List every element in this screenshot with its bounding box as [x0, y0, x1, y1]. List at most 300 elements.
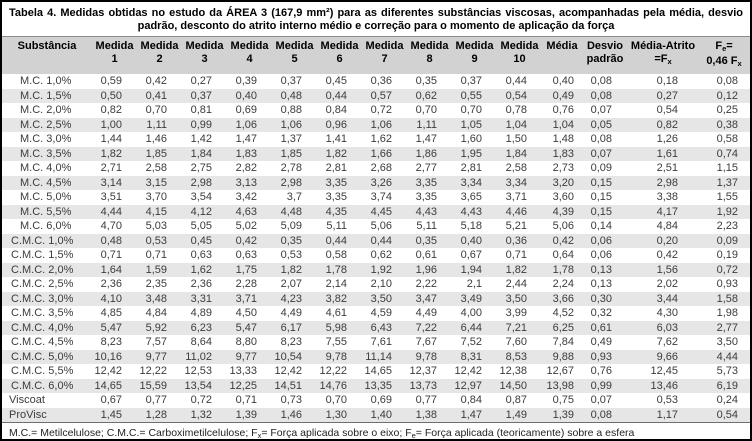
value-cell: 0,71 [100, 249, 122, 261]
value-cell: 7,61 [370, 336, 392, 348]
table-row [2, 277, 750, 292]
value-cell: 1,40 [370, 408, 392, 421]
value-cell: 0,72 [190, 394, 212, 406]
value-cell: 3,42 [235, 191, 257, 203]
value-cell: 0,70 [460, 104, 482, 116]
value-cell: 4,10 [100, 292, 122, 305]
value-cell: 2,75 [190, 162, 212, 174]
value-cell: 0,20 [656, 234, 678, 247]
value-cell: 0,37 [190, 89, 212, 102]
header-cell-medida-9: Medida 9 [452, 37, 497, 75]
value-cell: 12,97 [454, 379, 482, 392]
value-cell: 12,42 [454, 365, 482, 377]
header-cell-desvio-padrao: Desvio padrão [582, 37, 628, 75]
value-cell: 0,93 [716, 278, 738, 290]
value-cell: 3,35 [415, 176, 437, 189]
value-cell: 1,00 [100, 118, 122, 131]
value-cell: 0,35 [415, 75, 437, 87]
value-cell: 5,73 [716, 365, 738, 377]
value-cell: 3,26 [370, 176, 392, 189]
value-cell: 0,48 [100, 234, 122, 247]
value-cell: 0,87 [505, 394, 527, 406]
value-cell: 0,07 [590, 104, 612, 116]
value-cell: 4,61 [325, 307, 347, 319]
value-cell: 4,70 [100, 220, 122, 232]
table-row [2, 190, 750, 205]
value-cell: 0,15 [590, 191, 612, 203]
value-cell: 5,03 [145, 220, 167, 232]
value-cell: 0,44 [325, 89, 347, 102]
value-cell: 11,14 [365, 350, 392, 363]
header-cell-medida-6: Medida 6 [317, 37, 362, 75]
value-cell: 1,38 [415, 408, 437, 421]
value-cell: 0,53 [656, 394, 678, 406]
value-cell: 0,15 [590, 205, 612, 218]
value-cell: 0,96 [325, 118, 347, 131]
value-cell: 3,31 [190, 292, 212, 305]
data-table [2, 36, 750, 422]
value-cell: 3,65 [460, 191, 482, 203]
header-cell-medida-2: Medida 2 [137, 37, 182, 75]
value-cell: 1,58 [716, 292, 738, 305]
value-cell: 0,39 [235, 75, 257, 87]
value-cell: 1,04 [552, 118, 574, 131]
table-body [2, 74, 750, 422]
value-cell: 1,48 [552, 133, 574, 145]
value-cell: 7,52 [460, 336, 482, 348]
table-row [2, 219, 750, 234]
substance-cell: M.C. 6,0% [20, 220, 72, 232]
substance-cell: C.M.C. 3,0% [11, 292, 74, 305]
value-cell: 0,19 [716, 249, 738, 261]
caption-line-2: padrão, desconto do atrito interno médio e correção para o momento de aplicação da força [137, 20, 615, 32]
value-cell: 0,08 [590, 89, 612, 102]
value-cell: 4,39 [552, 205, 574, 218]
value-cell: 0,14 [590, 220, 612, 232]
value-cell: 3,51 [100, 191, 122, 203]
value-cell: 2,68 [370, 162, 392, 174]
header-row [2, 37, 750, 75]
value-cell: 0,69 [370, 394, 392, 406]
value-cell: 5,92 [145, 321, 167, 334]
value-cell: 1,39 [235, 408, 257, 421]
value-cell: 4,15 [145, 205, 167, 218]
table-caption [2, 2, 750, 36]
value-cell: 12,42 [94, 365, 122, 377]
value-cell: 3,7 [286, 191, 302, 203]
value-cell: 7,55 [325, 336, 347, 348]
value-cell: 2,23 [716, 220, 738, 232]
value-cell: 0,93 [590, 350, 612, 363]
header-cell-substancia: Substância [2, 37, 92, 75]
value-cell: 8,23 [100, 336, 122, 348]
value-cell: 14,51 [274, 379, 302, 392]
value-cell: 1,56 [656, 263, 678, 276]
header-cell-medida-4: Medida 4 [227, 37, 272, 75]
value-cell: 0,82 [656, 118, 678, 131]
header-cell-fe: Fe= 0,46 Fx [698, 37, 750, 75]
value-cell: 0,42 [235, 234, 257, 247]
value-cell: 0,06 [590, 234, 612, 247]
substance-cell: M.C. 4,0% [20, 162, 72, 174]
value-cell: 0,70 [325, 394, 347, 406]
value-cell: 15,59 [139, 379, 167, 392]
value-cell: 6,03 [656, 321, 678, 334]
value-cell: 0,59 [100, 75, 122, 87]
value-cell: 0,13 [590, 278, 612, 290]
value-cell: 12,37 [409, 365, 437, 377]
table-row [2, 103, 750, 118]
table-row [2, 292, 750, 307]
value-cell: 2,1 [466, 278, 482, 290]
header-cell-medida-3: Medida 3 [182, 37, 227, 75]
value-cell: 0,45 [190, 234, 212, 247]
value-cell: 0,40 [460, 234, 482, 247]
value-cell: 2,58 [505, 162, 527, 174]
value-cell: 1,42 [190, 133, 212, 145]
value-cell: 1,83 [235, 147, 257, 160]
value-cell: 0,81 [190, 104, 212, 116]
value-cell: 0,71 [505, 249, 527, 261]
footnote: M.C.= Metilcelulose; C.M.C.= Carboximetilcelulose; Fx= Força aplicada sobre o eixo; Fe= Força aplicada (teoricamente) sobre a esfera [2, 422, 750, 441]
value-cell: 9,66 [656, 350, 678, 363]
value-cell: 3,74 [370, 191, 392, 203]
value-cell: 1,06 [235, 118, 257, 131]
substance-cell: M.C. 4,5% [20, 176, 72, 189]
value-cell: 1,62 [370, 133, 392, 145]
value-cell: 0,67 [460, 249, 482, 261]
table-row [2, 321, 750, 336]
substance-cell: C.M.C. 6,0% [11, 379, 74, 392]
value-cell: 13,54 [184, 379, 212, 392]
value-cell: 9,88 [552, 350, 574, 363]
value-cell: 7,67 [415, 336, 437, 348]
value-cell: 10,16 [94, 350, 122, 363]
value-cell: 1,85 [280, 147, 302, 160]
value-cell: 8,53 [505, 350, 527, 363]
value-cell: 1,05 [460, 118, 482, 131]
value-cell: 0,09 [590, 162, 612, 174]
value-cell: 11,02 [185, 350, 212, 363]
value-cell: 0,05 [590, 118, 612, 131]
value-cell: 0,64 [552, 249, 574, 261]
value-cell: 0,42 [145, 75, 167, 87]
value-cell: 0,54 [505, 89, 527, 102]
value-cell: 9,77 [145, 350, 167, 363]
value-cell: 6,25 [552, 321, 574, 334]
value-cell: 4,89 [190, 307, 212, 319]
value-cell: 3,47 [415, 292, 437, 305]
value-cell: 0,41 [145, 89, 167, 102]
value-cell: 3,70 [145, 191, 167, 203]
value-cell: 5,18 [460, 220, 482, 232]
value-cell: 1,47 [235, 133, 257, 145]
value-cell: 0,88 [280, 104, 302, 116]
value-cell: 1,82 [100, 147, 122, 160]
table-row [2, 147, 750, 162]
table-row [2, 350, 750, 365]
value-cell: 0,15 [590, 176, 612, 189]
value-cell: 1,32 [190, 408, 212, 421]
value-cell: 3,71 [505, 191, 527, 203]
value-cell: 5,05 [190, 220, 212, 232]
header-cell-medida-7: Medida 7 [362, 37, 407, 75]
value-cell: 1,86 [415, 147, 437, 160]
value-cell: 0,08 [716, 75, 738, 87]
value-cell: 1,11 [416, 118, 437, 131]
value-cell: 6,19 [716, 379, 738, 392]
value-cell: 4,00 [460, 307, 482, 319]
substance-cell: C.M.C. 5,0% [11, 350, 74, 363]
value-cell: 5,11 [326, 220, 347, 232]
table-row [2, 248, 750, 263]
value-cell: 13,98 [546, 379, 574, 392]
value-cell: 0,57 [370, 89, 392, 102]
value-cell: 14,50 [499, 379, 527, 392]
value-cell: 4,17 [656, 205, 678, 218]
table-row [2, 74, 750, 89]
value-cell: 13,73 [409, 379, 437, 392]
value-cell: 0,69 [235, 104, 257, 116]
substance-cell: C.M.C. 2,0% [11, 263, 74, 276]
value-cell: 2,07 [280, 278, 302, 290]
value-cell: 0,36 [370, 75, 392, 87]
value-cell: 5,21 [505, 220, 527, 232]
value-cell: 14,65 [94, 379, 122, 392]
substance-cell: M.C. 1,5% [20, 89, 72, 102]
value-cell: 3,44 [656, 292, 678, 305]
value-cell: 4,43 [460, 205, 482, 218]
value-cell: 4,35 [325, 205, 347, 218]
value-cell: 1,46 [280, 408, 302, 421]
value-cell: 0,76 [552, 104, 574, 116]
value-cell: 13,46 [650, 379, 678, 392]
value-cell: 8,80 [235, 336, 257, 348]
value-cell: 1,55 [716, 191, 738, 203]
value-cell: 2,58 [145, 162, 167, 174]
value-cell: 1,78 [552, 263, 574, 276]
value-cell: 0,82 [100, 104, 122, 116]
value-cell: 0,44 [325, 234, 347, 247]
value-cell: 4,48 [280, 205, 302, 218]
value-cell: 0,07 [590, 147, 612, 160]
substance-cell: M.C. 1,0% [20, 75, 72, 87]
value-cell: 3,35 [325, 191, 347, 203]
value-cell: 4,30 [656, 307, 678, 319]
value-cell: 0,78 [505, 104, 527, 116]
value-cell: 1,06 [370, 118, 392, 131]
value-cell: 0,35 [280, 234, 302, 247]
value-cell: 1,82 [505, 263, 527, 276]
substance-cell: M.C. 3,5% [20, 147, 72, 160]
value-cell: 3,38 [656, 191, 678, 203]
value-cell: 0,84 [460, 394, 482, 406]
value-cell: 12,25 [229, 379, 257, 392]
value-cell: 0,32 [590, 307, 612, 319]
value-cell: 1,61 [656, 147, 678, 160]
value-cell: 3,50 [370, 292, 392, 305]
value-cell: 12,67 [546, 365, 574, 377]
value-cell: 0,71 [145, 249, 167, 261]
value-cell: 2,77 [415, 162, 437, 174]
value-cell: 2,98 [190, 176, 212, 189]
value-cell: 5,06 [370, 220, 392, 232]
table-row [2, 364, 750, 379]
value-cell: 0,27 [190, 75, 212, 87]
value-cell: 1,85 [145, 147, 167, 160]
value-cell: 0,35 [415, 234, 437, 247]
value-cell: 1,59 [145, 263, 167, 276]
value-cell: 0,72 [370, 104, 392, 116]
value-cell: 1,83 [552, 147, 574, 160]
value-cell: 1,84 [505, 147, 527, 160]
value-cell: 0,62 [370, 249, 392, 261]
value-cell: 0,48 [280, 89, 302, 102]
table-row [2, 89, 750, 104]
value-cell: 4,49 [415, 307, 437, 319]
value-cell: 10,54 [274, 350, 302, 363]
table-row [2, 176, 750, 191]
header-cell-medida-10: Medida 10 [497, 37, 542, 75]
value-cell: 0,40 [552, 75, 574, 87]
value-cell: 0,44 [505, 75, 527, 87]
value-cell: 0,53 [280, 249, 302, 261]
value-cell: 0,06 [590, 249, 612, 261]
value-cell: 13,35 [364, 379, 392, 392]
value-cell: 1,95 [460, 147, 482, 160]
table-row [2, 306, 750, 321]
value-cell: 0,75 [552, 394, 574, 406]
value-cell: 3,48 [145, 292, 167, 305]
value-cell: 1,37 [280, 133, 302, 145]
substance-cell: M.C. 5,5% [20, 205, 72, 218]
value-cell: 6,17 [280, 321, 302, 334]
value-cell: 0,74 [716, 147, 738, 160]
value-cell: 14,65 [364, 365, 392, 377]
value-cell: 0,77 [145, 394, 167, 406]
table-row [2, 335, 750, 350]
value-cell: 2,28 [235, 278, 257, 290]
value-cell: 0,25 [716, 104, 738, 116]
value-cell: 1,30 [325, 408, 347, 421]
value-cell: 2,35 [145, 278, 167, 290]
value-cell: 6,23 [190, 321, 212, 334]
value-cell: 0,58 [325, 249, 347, 261]
value-cell: 0,70 [145, 104, 167, 116]
value-cell: 2,44 [505, 278, 527, 290]
value-cell: 2,73 [552, 162, 574, 174]
value-cell: 7,21 [505, 321, 527, 334]
value-cell: 8,64 [190, 336, 212, 348]
table-row [2, 161, 750, 176]
value-cell: 1,92 [716, 205, 738, 218]
table-row [2, 234, 750, 249]
value-cell: 0,42 [552, 234, 574, 247]
value-cell: 2,77 [716, 321, 738, 334]
value-cell: 4,49 [280, 307, 302, 319]
value-cell: 4,63 [235, 205, 257, 218]
caption-line-1: Tabela 4. Medidas obtidas no estudo da ÁREA 3 (167,9 mm²) para as diferentes substâncias viscosas, acompanhadas pela média, desvio [9, 7, 743, 19]
value-cell: 2,82 [235, 162, 257, 174]
value-cell: 0,30 [590, 292, 612, 305]
value-cell: 14,76 [319, 379, 347, 392]
value-cell: 1,06 [280, 118, 302, 131]
substance-cell: C.M.C. 4,5% [11, 336, 74, 348]
value-cell: 0,54 [656, 104, 678, 116]
value-cell: 0,38 [716, 118, 738, 131]
value-cell: 3,50 [716, 336, 738, 348]
value-cell: 4,84 [145, 307, 167, 319]
value-cell: 3,99 [505, 307, 527, 319]
value-cell: 5,02 [235, 220, 257, 232]
value-cell: 5,98 [325, 321, 347, 334]
value-cell: 0,24 [716, 394, 738, 406]
value-cell: 0,58 [716, 133, 738, 145]
value-cell: 0,63 [235, 249, 257, 261]
value-cell: 0,67 [100, 394, 122, 406]
substance-cell: M.C. 5,0% [20, 191, 72, 203]
value-cell: 2,71 [100, 162, 122, 174]
value-cell: 3,49 [460, 292, 482, 305]
value-cell: 0,61 [415, 249, 437, 261]
value-cell: 1,45 [100, 408, 122, 421]
table-row [2, 132, 750, 147]
value-cell: 1,82 [280, 263, 302, 276]
value-cell: 0,09 [716, 234, 738, 247]
value-cell: 1,28 [145, 408, 167, 421]
value-cell: 12,53 [184, 365, 212, 377]
value-cell: 6,43 [370, 321, 392, 334]
value-cell: 1,47 [415, 133, 437, 145]
value-cell: 0,36 [505, 234, 527, 247]
value-cell: 7,57 [145, 336, 167, 348]
value-cell: 5,11 [416, 220, 437, 232]
value-cell: 0,37 [280, 75, 302, 87]
value-cell: 4,44 [716, 350, 738, 363]
value-cell: 0,08 [590, 133, 612, 145]
value-cell: 2,98 [656, 176, 678, 189]
value-cell: 3,35 [415, 191, 437, 203]
value-cell: 5,47 [100, 321, 122, 334]
value-cell: 6,44 [460, 321, 482, 334]
value-cell: 1,41 [325, 133, 347, 145]
value-cell: 0,44 [370, 234, 392, 247]
value-cell: 5,06 [552, 220, 574, 232]
value-cell: 1,04 [505, 118, 527, 131]
value-cell: 0,63 [190, 249, 212, 261]
value-cell: 1,11 [146, 118, 167, 131]
value-cell: 3,35 [325, 176, 347, 189]
value-cell: 0,49 [590, 336, 612, 348]
substance-cell: C.M.C. 2,5% [11, 278, 74, 290]
value-cell: 0,62 [415, 89, 437, 102]
value-cell: 3,15 [145, 176, 167, 189]
value-cell: 7,22 [415, 321, 437, 334]
substance-cell: C.M.C. 4,0% [11, 321, 74, 334]
value-cell: 4,43 [415, 205, 437, 218]
value-cell: 2,36 [190, 278, 212, 290]
value-cell: 2,22 [415, 278, 437, 290]
value-cell: 0,76 [590, 365, 612, 377]
value-cell: 0,40 [235, 89, 257, 102]
substance-cell: M.C. 2,0% [20, 104, 72, 116]
value-cell: 0,27 [656, 89, 678, 102]
value-cell: 1,62 [190, 263, 212, 276]
value-cell: 1,64 [100, 263, 122, 276]
value-cell: 2,78 [280, 162, 302, 174]
value-cell: 2,81 [460, 162, 482, 174]
header-cell-medida-5: Medida 5 [272, 37, 317, 75]
